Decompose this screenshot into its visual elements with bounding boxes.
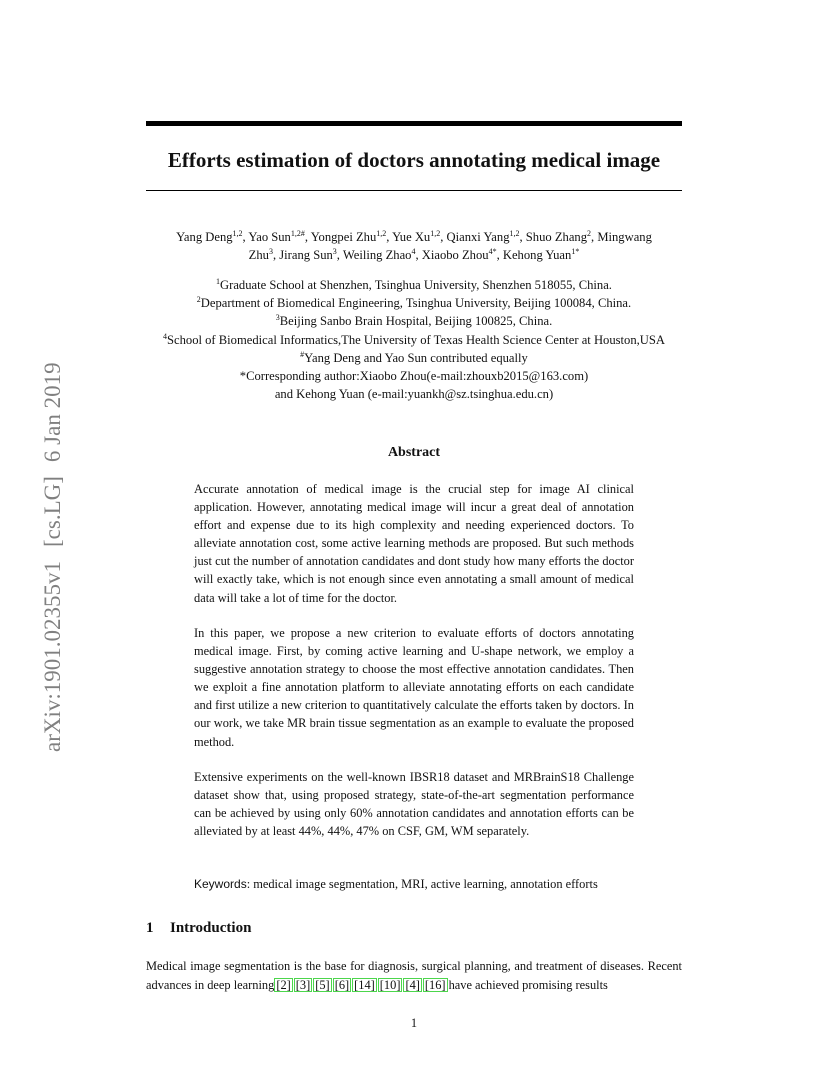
affiliation-3: $^3$Beijing Sanbo Brain Hospital, Beijing 100825, China.	[275, 313, 553, 329]
abstract-heading: Abstract	[387, 445, 441, 460]
citation-link[interactable]: [14]	[354, 977, 375, 992]
abstract-paragraph-3: Extensive experiments on the well-known IBSR18 dataset and MRBrainS18 Challenge dataset show that, using proposed strategy, state-of-the-art segmentation performance can be achieved by using only 60% annotation candidates and annotation efforts can be alleviated by at least 44%, 44%, 47% on CSF, GM, WM separately.	[194, 770, 634, 839]
affiliations	[130, 276, 698, 403]
affiliation-2: $^2$Department of Biomedical Engineering, Tsinghua University, Beijing 100084, China.	[196, 295, 632, 311]
equal-contribution-note: #Yang Deng and Yao Sun contributed equally	[300, 349, 528, 365]
citation-link[interactable]: [16]	[424, 977, 446, 992]
author-affil: 1,2	[232, 229, 243, 238]
paper-title: Efforts estimation of doctors annotating medical image	[167, 148, 661, 172]
section-number: 1	[146, 920, 154, 936]
author-line-1: Yang Deng$^{1,2}$, Yao Sun$^{1,2\#}$, Yongpei Zhu$^{1,2}$, Yue Xu$^{1,2}$, Qianxi Yang$^{1,2}$, Shuo Zhang$^2$, Mingwang	[176, 229, 652, 244]
author-affil: 1,2	[376, 229, 387, 238]
abstract-paragraph-1: Accurate annotation of medical image is the crucial step for image AI clinical application. However, annotating medical image will incur a great deal of annotation effort and expense due to its high complexity and needing experienced doctors. To alleviate annotation cost, some active learning methods are proposed. But such methods just cut the number of annotation candidates and dont study how many efforts the doctor will exactly take, which is not enough since even annotating a small amount of medical data will take a lot of time for the doctor.	[194, 482, 634, 605]
affiliation-1: $^1$Graduate School at Shenzhen, Tsinghua University, Shenzhen 518055, China.	[216, 277, 612, 292]
arxiv-id: arXiv:1901.02355v1	[40, 560, 65, 752]
citation-link[interactable]: [5]	[315, 977, 330, 992]
abstract-paragraph-2: In this paper, we propose a new criterion to evaluate efforts of doctors annotating medical image. First, by coming active learning and U-shape network, we employ a suggestive annotation strategy to choose the most effective annotation candidates. Then we exploit a fine annotation platform to alleviate annotating efforts on each candidate and first utilize a new criterion to quantitatively calculate the efforts taken by doctors. In our work, we take MR brain tissue segmentation as an example to evaluate the proposed method.	[194, 626, 634, 749]
author-affil: 1,2	[509, 229, 520, 238]
author-name: Shuo Zhang	[525, 230, 588, 244]
author-affil: 2	[587, 229, 592, 238]
author-name: Yang Deng	[176, 230, 233, 244]
author-affil: 1,2	[430, 229, 441, 238]
page-number: 1	[410, 1016, 418, 1030]
author-affil: 4	[411, 247, 416, 256]
section-title: Introduction	[170, 920, 252, 936]
author-name: Yongpei Zhu	[310, 230, 377, 244]
author-affil: 3	[332, 247, 337, 256]
title-top-rule	[146, 121, 682, 126]
author-name: Qianxi Yang	[446, 230, 510, 244]
author-name: Yao Sun	[248, 230, 291, 244]
section-heading-introduction	[146, 920, 251, 937]
keywords-label: Keywords	[194, 877, 247, 891]
corresponding-author: *Corresponding author:Xiaobo Zhou(e-mail:zhouxb2015@163.com)	[239, 369, 589, 384]
author-affil: 3	[268, 247, 273, 256]
corresponding-author-2: and Kehong Yuan (e-mail:yuankh@sz.tsinghua.edu.cn)	[274, 387, 554, 402]
author-name: Jirang Sun	[279, 248, 333, 262]
affiliation-4: $^4$School of Biomedical Informatics,The University of Texas Health Science Center at Houston,USA	[163, 331, 665, 347]
keywords-text: : medical image segmentation, MRI, active learning, annotation efforts	[246, 877, 598, 891]
citation-link[interactable]: [10]	[379, 977, 401, 992]
keywords-line	[194, 877, 654, 892]
arxiv-date: 6 Jan 2019	[40, 362, 65, 463]
citation-link[interactable]: [6]	[334, 977, 350, 992]
citation-link[interactable]: [2]	[276, 977, 291, 992]
author-affil: 4*	[488, 247, 497, 256]
author-name: Weiling Zhao	[342, 248, 412, 262]
author-affil: 1,2#	[290, 229, 305, 238]
author-name: Xiaobo Zhou	[421, 248, 489, 262]
author-list	[140, 228, 688, 264]
author-name: Zhu	[248, 248, 269, 262]
arxiv-sidebar-stamp	[40, 348, 66, 752]
author-name: Kehong Yuan	[502, 248, 572, 262]
author-name: Yue Xu	[392, 230, 431, 244]
arxiv-category: [cs.LG]	[40, 476, 65, 547]
citation-link[interactable]: [3]	[295, 977, 311, 992]
author-line-2: Zhu$^3$, Jirang Sun$^3$, Weiling Zhao$^4$, Xiaobo Zhou$^{4*}$, Kehong Yuan$^{1*}$	[248, 247, 580, 262]
citation-link[interactable]: [4]	[405, 977, 420, 992]
title-bottom-rule	[146, 190, 682, 191]
author-affil: 1*	[571, 247, 580, 256]
introduction-paragraph: Medical image segmentation is the base for diagnosis, surgical planning, and treatment of diseases. Recent advances in deep learning [2] [3] [5] [6] [14] [10] [4] [16] have achieved promising results	[146, 959, 682, 992]
